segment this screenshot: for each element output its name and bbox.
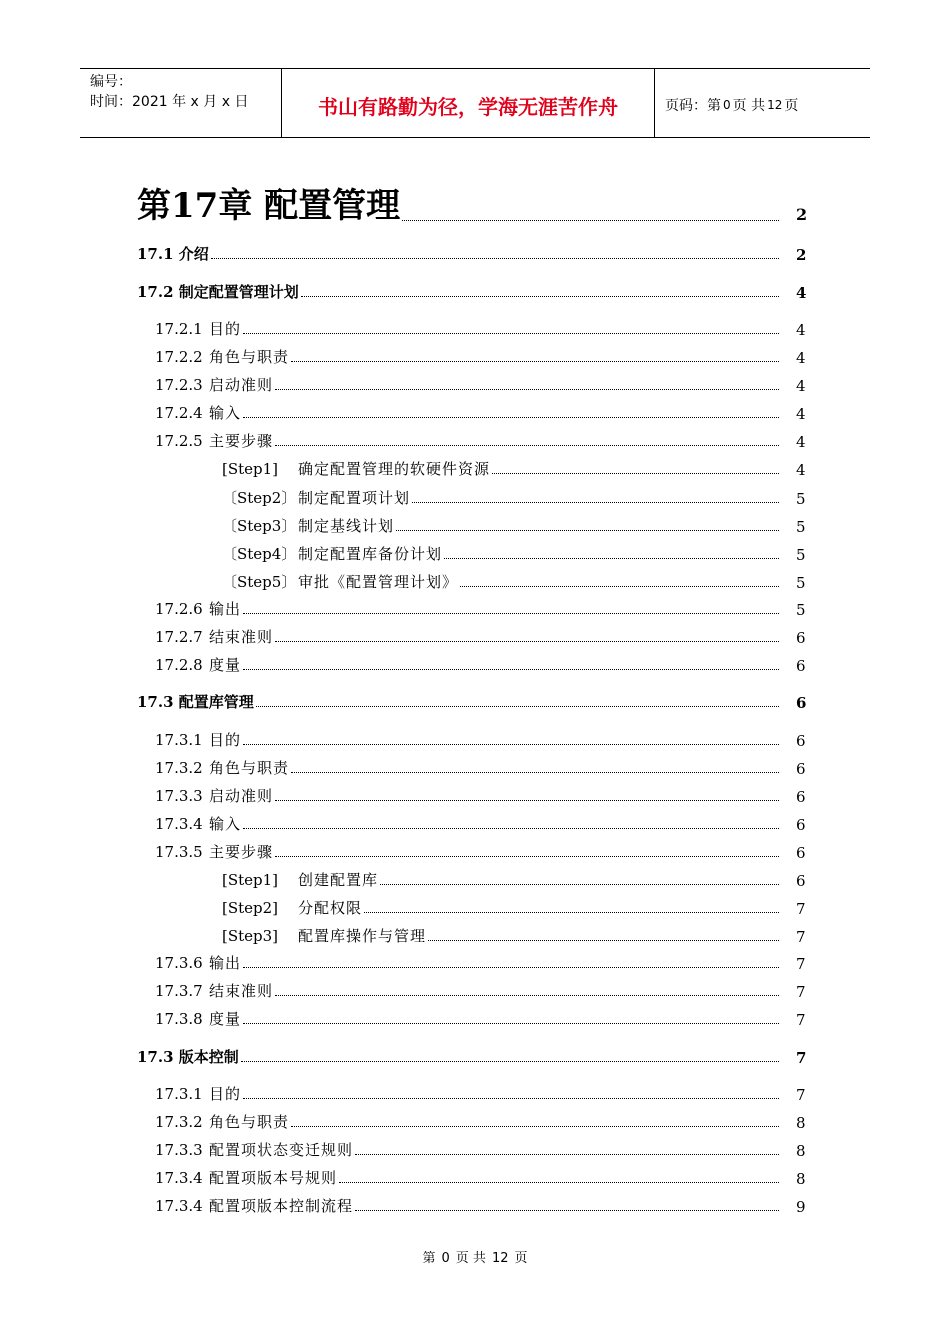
dot-leader [428, 940, 779, 941]
toc-step-row[interactable] [0, 896, 950, 918]
subsection-number: 17.3.3 [155, 1141, 203, 1159]
toc-section-row[interactable] [0, 280, 950, 302]
dot-leader [243, 333, 779, 334]
toc-step-row[interactable] [0, 514, 950, 536]
toc-section-row[interactable] [0, 242, 950, 264]
dot-leader [355, 1154, 779, 1155]
footer-total: 12 [491, 1251, 509, 1266]
dot-leader [275, 445, 779, 446]
subsection-label: 角色与职责 [209, 348, 290, 366]
toc-subsection-row[interactable] [0, 1194, 950, 1216]
subsection-label: 启动准则 [209, 787, 274, 805]
footer-prefix: 第 [422, 1251, 436, 1266]
subsection-number: 17.2.6 [155, 600, 203, 618]
toc-entry-label [155, 374, 273, 395]
step-number: [Step3] [222, 927, 279, 945]
dot-leader [291, 361, 779, 362]
toc-entry-label [155, 1167, 337, 1188]
toc-entry-label [137, 243, 209, 264]
page-label: 页码：第 [665, 98, 721, 114]
step-label: 创建配置库 [298, 871, 379, 889]
toc-subsection-row[interactable] [0, 756, 950, 778]
toc-step-row[interactable] [0, 542, 950, 564]
subsection-label: 输入 [209, 404, 242, 422]
subsection-number: 17.3.2 [155, 759, 203, 777]
toc-subsection-row[interactable] [0, 429, 950, 451]
subsection-label: 输出 [209, 954, 242, 972]
header-motto: 书山有路勤为径，学海无涯苦作舟 [282, 69, 655, 137]
toc-page-number: 4 [796, 433, 806, 451]
footer-suffix: 页 [514, 1251, 528, 1266]
toc-subsection-row[interactable] [0, 373, 950, 395]
subsection-number: 17.2.4 [155, 404, 203, 422]
subsection-label: 主要步骤 [209, 432, 274, 450]
dot-leader [275, 856, 779, 857]
toc-entry-label [137, 691, 254, 712]
dot-leader [275, 995, 779, 996]
toc-page-number: 5 [796, 518, 806, 536]
section-label: 17.3 版本控制 [137, 1048, 239, 1066]
time-value: 2021 年 x 月 x 日 [132, 94, 249, 110]
toc-subsection-row[interactable] [0, 840, 950, 862]
toc-entry-label [155, 841, 273, 862]
toc-entry-label [155, 757, 289, 778]
toc-page-number: 8 [796, 1142, 806, 1160]
subsection-number: 17.3.2 [155, 1113, 203, 1131]
step-number: 〔Step2〕 [222, 489, 297, 507]
page-number: 0 [723, 98, 731, 112]
toc-subsection-row[interactable] [0, 979, 950, 1001]
toc-subsection-row[interactable] [0, 1007, 950, 1029]
subsection-number: 17.3.5 [155, 843, 203, 861]
toc-subsection-row[interactable] [0, 812, 950, 834]
footer-mid: 页 共 [455, 1251, 486, 1266]
dot-leader [243, 967, 779, 968]
toc-entry-label [222, 925, 426, 946]
dot-leader [275, 389, 779, 390]
subsection-number: 17.2.2 [155, 348, 203, 366]
toc-page-number: 6 [796, 694, 807, 712]
subsection-number: 17.2.7 [155, 628, 203, 646]
toc-page-number: 2 [796, 246, 807, 264]
toc-subsection-row[interactable] [0, 951, 950, 973]
dot-leader [444, 558, 779, 559]
toc-entry-label [155, 318, 241, 339]
dot-leader [460, 586, 779, 587]
step-label: 配置库操作与管理 [298, 927, 427, 945]
dot-leader [211, 258, 779, 259]
toc-page-number: 6 [796, 732, 806, 750]
dot-leader [364, 912, 779, 913]
toc-entry-label [155, 813, 241, 834]
chapter-title: 第17章 配置管理 [137, 186, 401, 226]
toc-page-number: 6 [796, 872, 806, 890]
toc-entry-label [155, 346, 289, 367]
footer-num: 0 [441, 1251, 450, 1266]
toc-entry-label [222, 869, 378, 890]
toc-page-number: 4 [796, 405, 806, 423]
toc-entry-label [155, 1008, 241, 1029]
subsection-label: 角色与职责 [209, 1113, 290, 1131]
subsection-label: 度量 [209, 656, 242, 674]
dot-leader [241, 1061, 779, 1062]
toc-entry-label [155, 402, 241, 423]
subsection-number: 17.3.4 [155, 1169, 203, 1187]
subsection-label: 配置项状态变迁规则 [209, 1141, 354, 1159]
toc-entry-label [222, 571, 458, 592]
subsection-number: 17.3.6 [155, 954, 203, 972]
toc-entry-label [222, 515, 394, 536]
subsection-label: 度量 [209, 1010, 242, 1028]
subsection-number: 17.2.1 [155, 320, 203, 338]
subsection-label: 配置项版本号规则 [209, 1169, 338, 1187]
toc-page-number: 9 [796, 1198, 806, 1216]
serial-label: 编号： [90, 74, 132, 90]
toc-entry-label [155, 952, 241, 973]
toc-entry-label [155, 1083, 241, 1104]
subsection-number: 17.2.3 [155, 376, 203, 394]
toc-subsection-row[interactable] [0, 401, 950, 423]
toc-page-number: 8 [796, 1170, 806, 1188]
page-end: 页 [784, 98, 799, 114]
section-label: 17.3 配置库管理 [137, 693, 254, 711]
toc-entry-label [155, 626, 273, 647]
toc-step-row[interactable] [0, 457, 950, 479]
step-label: 分配权限 [298, 899, 363, 917]
section-label: 17.2 制定配置管理计划 [137, 283, 299, 301]
subsection-number: 17.3.1 [155, 731, 203, 749]
toc-subsection-row[interactable] [0, 1110, 950, 1132]
dot-leader [291, 1126, 779, 1127]
dot-leader [243, 1098, 779, 1099]
toc-subsection-row[interactable] [0, 345, 950, 367]
toc-step-row[interactable] [0, 486, 950, 508]
toc-page-number: 6 [796, 844, 806, 862]
dot-leader [275, 800, 779, 801]
page-mid: 页 共 [732, 98, 766, 114]
toc-page-number: 4 [796, 461, 806, 479]
toc-step-row[interactable] [0, 868, 950, 890]
dot-leader [301, 296, 779, 297]
subsection-label: 结束准则 [209, 982, 274, 1000]
toc-entry-label [222, 897, 362, 918]
toc-page-number: 7 [796, 983, 806, 1001]
toc-page-number: 4 [796, 284, 807, 302]
toc-entry-label [155, 598, 241, 619]
chapter-page: 2 [796, 205, 808, 224]
toc-page-number: 4 [796, 377, 806, 395]
toc-page-number: 5 [796, 546, 806, 564]
dot-leader [275, 641, 779, 642]
toc-entry-label [155, 1111, 289, 1132]
dot-leader [492, 473, 779, 474]
toc-section-row[interactable] [0, 1045, 950, 1067]
subsection-number: 17.3.3 [155, 787, 203, 805]
toc-entry-label [155, 430, 273, 451]
step-number: 〔Step3〕 [222, 517, 297, 535]
subsection-number: 17.3.7 [155, 982, 203, 1000]
step-label: 制定配置库备份计划 [298, 545, 443, 563]
toc-page-number: 5 [796, 574, 806, 592]
toc-entry-label [222, 543, 442, 564]
dot-leader [396, 530, 779, 531]
toc-entry-label [222, 487, 410, 508]
toc-subsection-row[interactable] [0, 653, 950, 675]
toc-page-number: 6 [796, 629, 806, 647]
step-number: 〔Step5〕 [222, 573, 297, 591]
step-number: [Step2] [222, 899, 279, 917]
toc-entry-label [155, 654, 241, 675]
toc-page-number: 7 [796, 955, 806, 973]
toc-entry-label [222, 458, 490, 479]
dot-leader [243, 1023, 779, 1024]
step-number: [Step1] [222, 871, 279, 889]
toc-entry-label [155, 1195, 353, 1216]
subsection-label: 角色与职责 [209, 759, 290, 777]
step-label: 确定配置管理的软硬件资源 [298, 460, 491, 478]
toc-page-number: 6 [796, 657, 806, 675]
toc-entry-label [155, 785, 273, 806]
subsection-label: 输入 [209, 815, 242, 833]
toc-entry-label [155, 729, 241, 750]
dot-leader [355, 1210, 779, 1211]
subsection-label: 目的 [209, 731, 242, 749]
dot-leader [243, 417, 779, 418]
subsection-number: 17.3.4 [155, 1197, 203, 1215]
time-line [90, 92, 281, 112]
toc-step-row[interactable] [0, 570, 950, 592]
subsection-number: 17.2.5 [155, 432, 203, 450]
toc-page-number: 7 [796, 1049, 807, 1067]
document-header [80, 68, 870, 138]
toc-page-number: 5 [796, 601, 806, 619]
page-footer [0, 1247, 950, 1266]
header-page-info [655, 69, 870, 137]
toc-subsection-row[interactable] [0, 1082, 950, 1104]
toc-subsection-row[interactable] [0, 1138, 950, 1160]
dot-leader [243, 669, 779, 670]
step-number: [Step1] [222, 460, 279, 478]
toc-page-number: 4 [796, 349, 806, 367]
step-number: 〔Step4〕 [222, 545, 297, 563]
subsection-number: 17.3.8 [155, 1010, 203, 1028]
toc-page-number: 6 [796, 816, 806, 834]
toc-page-number: 7 [796, 900, 806, 918]
toc-subsection-row[interactable] [0, 728, 950, 750]
dot-leader [412, 502, 779, 503]
section-label: 17.1 介绍 [137, 245, 209, 263]
toc-page-number: 7 [796, 1011, 806, 1029]
dot-leader [256, 706, 779, 707]
subsection-number: 17.3.1 [155, 1085, 203, 1103]
step-label: 审批《配置管理计划》 [298, 573, 459, 591]
toc-entry-label [155, 980, 273, 1001]
subsection-label: 输出 [209, 600, 242, 618]
toc-entry-label [137, 1046, 239, 1067]
toc-page-number: 6 [796, 788, 806, 806]
page-total: 12 [767, 98, 783, 112]
dot-leader [339, 1182, 779, 1183]
toc-subsection-row[interactable] [0, 597, 950, 619]
subsection-label: 配置项版本控制流程 [209, 1197, 354, 1215]
subsection-label: 目的 [209, 320, 242, 338]
toc-page-number: 6 [796, 760, 806, 778]
dot-leader [243, 744, 779, 745]
dot-leader [380, 884, 779, 885]
subsection-number: 17.3.4 [155, 815, 203, 833]
dot-leader [291, 772, 779, 773]
toc-step-row[interactable] [0, 924, 950, 946]
toc-subsection-row[interactable] [0, 317, 950, 339]
subsection-label: 目的 [209, 1085, 242, 1103]
dot-leader [402, 220, 779, 221]
toc-section-row[interactable] [0, 690, 950, 712]
toc-page-number: 7 [796, 928, 806, 946]
toc-entry-label [155, 1139, 353, 1160]
subsection-label: 结束准则 [209, 628, 274, 646]
subsection-label: 启动准则 [209, 376, 274, 394]
toc-page-number: 7 [796, 1086, 806, 1104]
dot-leader [243, 613, 779, 614]
toc-chapter[interactable] [0, 182, 950, 226]
toc-page-number: 5 [796, 490, 806, 508]
time-label: 时间： [90, 94, 132, 110]
toc-subsection-row[interactable] [0, 1166, 950, 1188]
toc-entry-label [137, 281, 299, 302]
toc-subsection-row[interactable] [0, 784, 950, 806]
toc-page-number: 8 [796, 1114, 806, 1132]
dot-leader [243, 828, 779, 829]
step-label: 制定配置项计划 [298, 489, 411, 507]
subsection-label: 主要步骤 [209, 843, 274, 861]
step-label: 制定基线计划 [298, 517, 395, 535]
subsection-number: 17.2.8 [155, 656, 203, 674]
header-meta [80, 69, 282, 137]
toc-page-number: 4 [796, 321, 806, 339]
toc-subsection-row[interactable] [0, 625, 950, 647]
